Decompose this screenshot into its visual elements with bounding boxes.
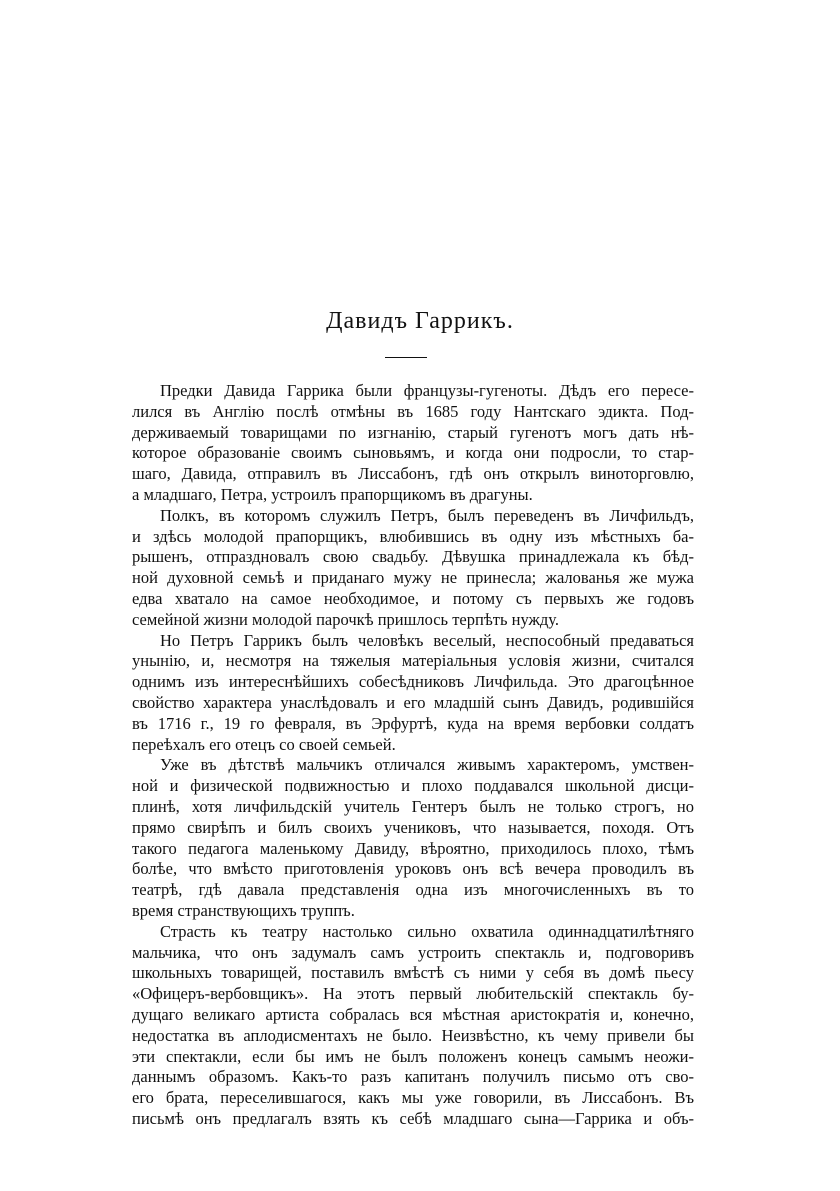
text-line: Страсть къ театру настолько сильно охватила одиннадцатилѣтняго — [160, 921, 694, 941]
paragraph — [132, 922, 694, 1130]
text-line: театрѣ, гдѣ давала представленія одна изъ многочисленныхъ въ то — [132, 880, 694, 900]
text-line: ной и физической подвижностью и плохо поддавался школьной дисци- — [132, 776, 694, 796]
text-line: плинѣ, хотя личфильдскій учитель Гентеръ былъ не только строгъ, но — [132, 796, 694, 816]
text-line: которое образованіе своимъ сыновьямъ, и когда они подросли, то стар- — [132, 443, 694, 463]
text-line: шаго, Давида, отправилъ въ Лиссабонъ, гдѣ онъ открылъ виноторговлю, — [132, 464, 694, 484]
paragraph — [132, 381, 694, 506]
text-line: прямо свирѣпъ и билъ своихъ учениковъ, что называется, походя. Отъ — [132, 817, 694, 837]
text-line: Предки Давида Гаррика были французы-гугеноты. Дѣдъ его пересе- — [160, 381, 694, 400]
chapter-title: Давидъ Гаррикъ. — [326, 308, 514, 334]
text-line: письмѣ онъ предлагалъ взять къ себѣ младшаго сына—Гаррика и объ- — [132, 1108, 694, 1128]
text-line: и здѣсь молодой прапорщикъ, влюбившись въ одну изъ мѣстныхъ ба- — [132, 526, 694, 546]
text-line: время странствующихъ труппъ. — [132, 900, 355, 920]
text-line: Полкъ, въ которомъ служилъ Петръ, былъ переведенъ въ Личфильдъ, — [160, 505, 694, 525]
paragraph — [132, 755, 694, 921]
text-line: Но Петръ Гаррикъ былъ человѣкъ веселый, неспособный предаваться — [160, 630, 694, 650]
text-line: едва хватало на самое необходимое, и потому съ первыхъ же годовъ — [132, 588, 694, 608]
text-line: переѣхалъ его отецъ со своей семьей. — [132, 734, 396, 754]
text-line: однимъ изъ интереснѣйшихъ собесѣдниковъ Личфильда. Это драгоцѣнное — [132, 672, 694, 692]
text-line: въ 1716 г., 19 го февраля, въ Эрфуртѣ, куда на время вербовки солдатъ — [132, 713, 694, 733]
text-line: ной духовной семьѣ и приданаго мужу не принесла; жалованья же мужа — [132, 568, 694, 588]
text-line: унынію, и, несмотря на тяжелыя матеріальныя условія жизни, считался — [132, 651, 694, 671]
paragraph — [132, 631, 694, 756]
text-line: лился въ Англію послѣ отмѣны въ 1685 году Нантскаго эдикта. Под- — [132, 401, 694, 421]
text-line: даннымъ образомъ. Какъ-то разъ капитанъ получилъ письмо отъ сво- — [132, 1067, 694, 1087]
body-text — [132, 381, 694, 1130]
text-line: его брата, переселившагося, какъ мы уже говорили, въ Лиссабонъ. Въ — [132, 1088, 694, 1108]
text-line: эти спектакли, если бы имъ не былъ положенъ конецъ самымъ неожи- — [132, 1046, 694, 1066]
text-line: рышенъ, отпраздновалъ свою свадьбу. Дѣвушка принадлежала къ бѣд- — [132, 547, 694, 567]
text-line: мальчика, что онъ задумалъ самъ устроить спектакль и, подговоривъ — [132, 942, 694, 962]
text-line: такого педагога маленькому Давиду, вѣроятно, приходилось плохо, тѣмъ — [132, 838, 694, 858]
text-line: недостатка въ аплодисментахъ не было. Неизвѣстно, къ чему привели бы — [132, 1025, 694, 1045]
title-divider — [385, 357, 427, 358]
text-line: свойство характера унаслѣдовалъ и его младшій сынъ Давидъ, родившійся — [132, 692, 694, 712]
text-line: болѣе, что вмѣсто приготовленія уроковъ онъ всѣ вечера проводилъ въ — [132, 859, 694, 879]
text-line: дущаго великаго артиста собралась вся мѣстная аристократія и, конечно, — [132, 1004, 694, 1024]
paragraph — [132, 506, 694, 631]
text-line: «Офицеръ-вербовщикъ». На этотъ первый любительскій спектакль бу- — [132, 984, 694, 1004]
text-line: школьныхъ товарищей, поставилъ вмѣстѣ съ ними у себя въ домѣ пьесу — [132, 963, 694, 983]
text-line: семейной жизни молодой парочкѣ пришлось терпѣть нужду. — [132, 609, 560, 629]
text-line: а младшаго, Петра, устроилъ прапорщикомъ въ драгуны. — [132, 484, 533, 504]
text-line: держиваемый товарищами по изгнанію, старый гугенотъ могъ дать нѣ- — [132, 422, 694, 442]
text-line: Уже въ дѣтствѣ мальчикъ отличался живымъ характеромъ, умствен- — [160, 755, 694, 775]
